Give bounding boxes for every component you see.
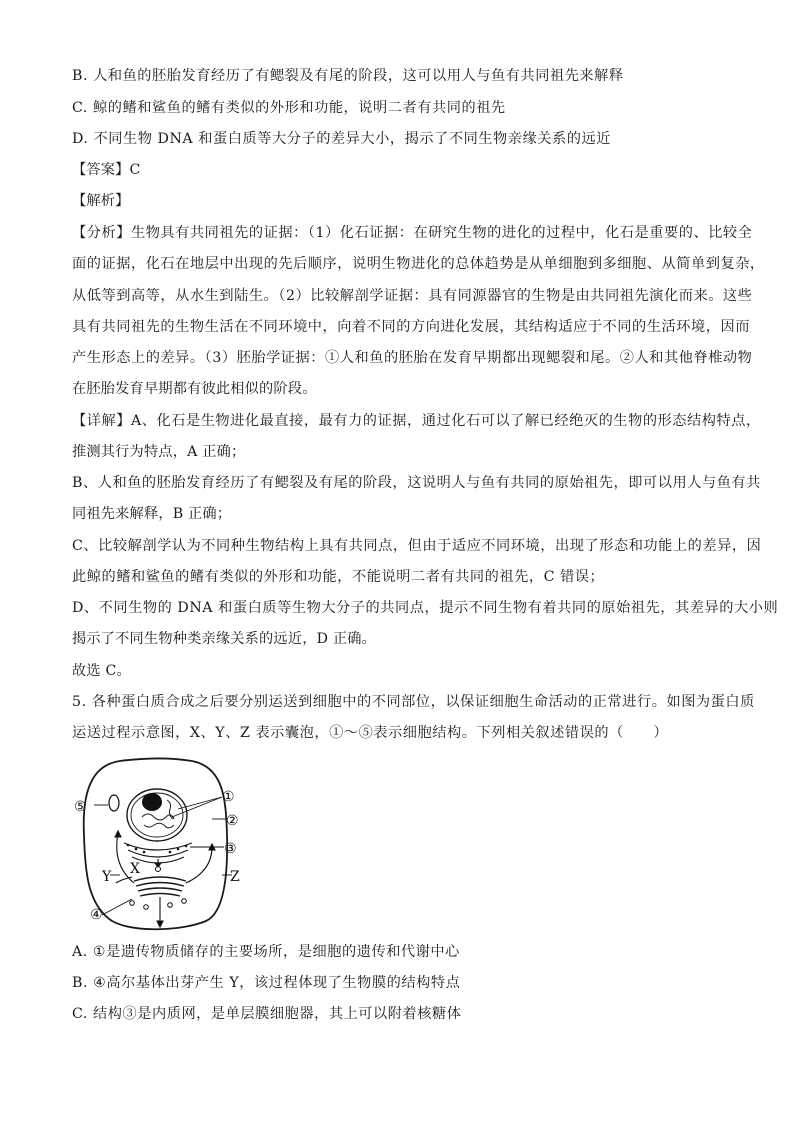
golgi-apparatus	[134, 877, 186, 881]
analysis-paragraph-line: 在胚胎发育早期都有彼此相似的阶段。	[72, 381, 317, 397]
detail-paragraph-line: D、不同生物的 DNA 和蛋白质等生物大分子的共同点，提示不同生物有着共同的原始祖先，其差异的大小则	[72, 600, 779, 616]
detail-paragraph-line: 同祖先来解释，B 正确；	[72, 506, 232, 522]
question-5-option-b: B. ④高尔基体出芽产生 Y，该过程体现了生物膜的结构特点	[72, 975, 461, 991]
label-structure-3: ③	[224, 841, 237, 857]
option-b-text: B. 人和鱼的胚胎发育经历了有鳃裂及有尾的阶段，这可以用人与鱼有共同祖先来解释	[72, 68, 624, 84]
question-5-option-a: A. ①是遗传物质储存的主要场所，是细胞的遗传和代谢中心	[72, 944, 460, 960]
analysis-heading: 【解析】	[72, 193, 130, 209]
question-5-option-c: C. 结构③是内质网，是单层膜细胞器，其上可以附着核糖体	[72, 1006, 462, 1022]
label-structure-4: ④	[90, 907, 103, 923]
option-c-text: C. 鲸的鳍和鲨鱼的鳍有类似的外形和功能，说明二者有共同的祖先	[72, 100, 506, 116]
detail-paragraph-line: C、比较解剖学认为不同种生物结构上具有共同点，但由于适应不同环境，出现了形态和功能上的差异，因	[72, 538, 762, 554]
label-vesicle-y: Y	[102, 869, 112, 885]
analysis-paragraph-line: 【分析】生物具有共同祖先的证据：（1）化石证据：在研究生物的进化的过程中，化石是重要的、比较全	[72, 225, 753, 241]
detail-paragraph-line: 推测其行为特点，A 正确；	[72, 444, 246, 460]
label-vesicle-z: Z	[230, 869, 240, 885]
cell-membrane-outline	[84, 758, 227, 929]
analysis-paragraph-line: 具有共同祖先的生物生活在不同环境中，向着不同的方向进化发展，其结构适应于不同的生活环境，因而	[72, 319, 750, 335]
detail-paragraph-line: B、人和鱼的胚胎发育经历了有鳃裂及有尾的阶段，这说明人与鱼有共同的原始祖先，即可以用人与鱼有共	[72, 475, 761, 491]
detail-paragraph-line: 【详解】A、化石是生物进化最直接，最有力的证据，通过化石可以了解已经绝灭的生物的形态结构特点，	[72, 413, 761, 429]
label-structure-5: ⑤	[74, 799, 87, 815]
cell-protein-transport-diagram	[72, 755, 252, 933]
analysis-paragraph-line: 面的证据，化石在地层中出现的先后顺序，说明生物进化的总体趋势是从单细胞到多细胞、从简单到复杂，	[72, 256, 765, 272]
label-structure-1: ①	[222, 789, 235, 805]
label-structure-2: ②	[226, 813, 239, 829]
endoplasmic-reticulum	[124, 843, 192, 850]
label-vesicle-x: X	[130, 861, 140, 877]
question-5-stem: 5. 各种蛋白质合成之后要分别运送到细胞中的不同部位，以保证细胞生命活动的正常进行。如图为蛋白质	[72, 694, 755, 710]
conclusion-line: 故选 C。	[72, 663, 131, 679]
analysis-paragraph-line: 从低等到高等，从水生到陆生。（2）比较解剖学证据：具有同源器官的生物是由共同祖先演化而来。这些	[72, 288, 753, 304]
detail-paragraph-line: 揭示了不同生物种类亲缘关系的远近，D 正确。	[72, 631, 377, 647]
option-d-text: D. 不同生物 DNA 和蛋白质等大分子的差异大小，揭示了不同生物亲缘关系的远近	[72, 131, 611, 147]
analysis-paragraph-line: 产生形态上的差异。（3）胚胎学证据：①人和鱼的胚胎在发育早期都出现鳃裂和尾。②人和其他脊椎动物	[72, 350, 753, 366]
structure-5	[109, 795, 119, 811]
detail-paragraph-line: 此鲸的鳍和鲨鱼的鳍有类似的外形和功能，不能说明二者有共同的祖先，C 错误；	[72, 569, 605, 585]
nucleolus	[142, 793, 162, 811]
question-5-stem: 运送过程示意图，X、Y、Z 表示囊泡，①～⑤表示细胞结构。下列相关叙述错误的（ ）	[72, 725, 669, 741]
answer-line: 【答案】C	[72, 162, 141, 178]
